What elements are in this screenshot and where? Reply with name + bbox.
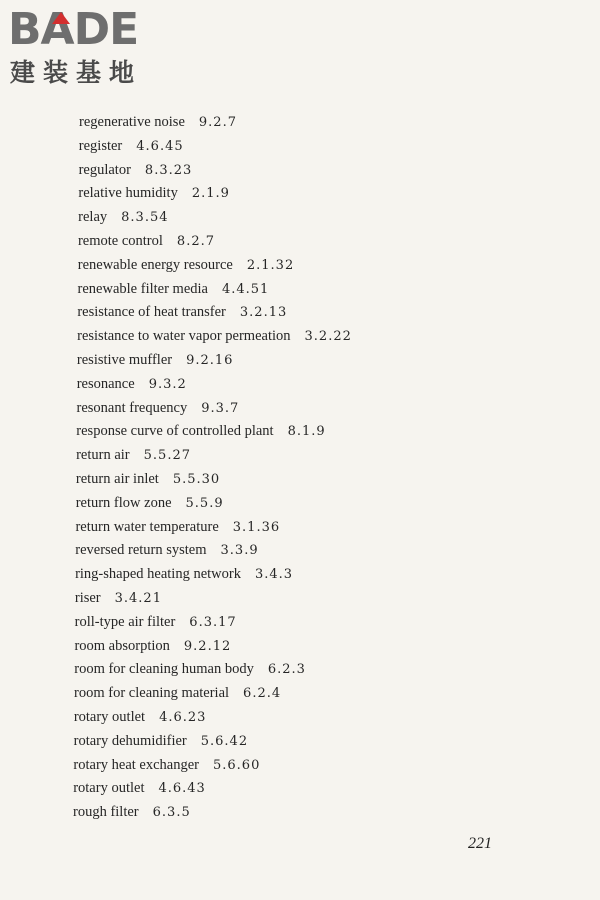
index-entry: [73, 802, 191, 823]
index-term: relay: [78, 209, 108, 226]
index-reference: 5.5.27: [143, 448, 191, 464]
logo-accent-icon: [52, 12, 70, 24]
index-term: rotary outlet: [73, 709, 146, 725]
index-reference: 2.1.32: [246, 257, 295, 273]
index-term: rotary heat exchanger: [73, 756, 199, 773]
index-entry: [77, 302, 287, 323]
index-reference: 8.3.23: [144, 162, 193, 178]
index-reference: 9.3.2: [148, 376, 187, 392]
index-entry: [74, 683, 281, 704]
index-reference: 4.6.23: [159, 710, 207, 725]
bade-logo: [8, 4, 178, 88]
index-entry: [78, 255, 294, 276]
index-term: reversed return system: [75, 542, 207, 559]
index-entry: [78, 231, 215, 252]
logo-wordmark: BADE: [8, 4, 139, 55]
index-reference: 6.3.5: [152, 805, 191, 821]
index-entry: [75, 540, 258, 561]
index-term: return water temperature: [75, 518, 219, 535]
index-reference: 6.2.4: [243, 686, 282, 702]
index-term: renewable energy resource: [77, 256, 233, 273]
index-term: return air: [76, 447, 130, 464]
index-term: rough filter: [73, 804, 139, 821]
index-term: resistance to water vapor permeation: [77, 328, 291, 345]
index-entry: [74, 707, 207, 728]
index-term: regenerative noise: [79, 114, 185, 130]
page-number: 221: [468, 835, 492, 852]
index-entry: [74, 636, 231, 657]
index-reference: 9.2.16: [186, 353, 234, 368]
index-reference: 5.5.9: [185, 495, 224, 511]
index-entry: [76, 469, 220, 490]
index-entry: [77, 326, 352, 347]
index-entry: [75, 517, 280, 538]
index-term: return flow zone: [75, 494, 172, 511]
index-entry: [75, 612, 237, 633]
index-reference: 3.3.9: [220, 543, 259, 559]
index-term: resistive muffler: [76, 352, 173, 368]
index-entry: [73, 778, 206, 799]
index-reference: 3.2.13: [239, 305, 288, 321]
index-reference: 6.2.3: [267, 662, 306, 678]
index-term: resistance of heat transfer: [77, 304, 226, 321]
index-entry: [75, 588, 162, 609]
index-term: rotary dehumidifier: [73, 732, 187, 749]
index-reference: 4.4.51: [221, 281, 270, 297]
index-reference: 9.3.7: [201, 400, 240, 416]
index-reference: 9.2.7: [198, 115, 237, 130]
index-entry: [76, 493, 224, 514]
index-reference: 6.3.17: [189, 614, 237, 630]
index-reference: 4.6.43: [158, 781, 206, 797]
index-entry: [79, 160, 193, 181]
index-entry: [76, 445, 191, 466]
index-entry: [79, 112, 237, 133]
index-term: roll-type air filter: [74, 613, 176, 630]
index-term: room absorption: [74, 637, 170, 654]
index-term: rotary outlet: [73, 780, 145, 797]
index-entry: [77, 374, 187, 395]
index-entry: [76, 421, 325, 442]
index-reference: 9.2.12: [183, 638, 232, 654]
index-entry: [74, 659, 306, 680]
index-reference: 4.6.45: [136, 138, 184, 154]
index-entry: [74, 731, 249, 752]
logo-subtitle: 建装基地: [10, 58, 143, 87]
index-entry-list: [0, 108, 600, 828]
index-reference: 5.6.60: [213, 757, 261, 773]
index-term: response curve of controlled plant: [76, 423, 274, 440]
index-reference: 2.1.9: [191, 186, 230, 202]
index-term: register: [78, 137, 123, 154]
index-reference: 3.2.22: [304, 329, 352, 345]
index-term: riser: [74, 590, 101, 606]
index-reference: 3.4.21: [114, 591, 162, 606]
index-entry: [79, 136, 184, 157]
index-entry: [78, 183, 230, 204]
index-reference: 8.1.9: [287, 424, 326, 440]
index-term: renewable filter media: [77, 280, 208, 297]
index-entry: [78, 279, 270, 300]
index-reference: 3.1.36: [232, 519, 281, 535]
index-term: resonant frequency: [76, 399, 188, 416]
index-reference: 5.5.30: [172, 472, 221, 487]
index-entry: [73, 755, 260, 776]
index-entry: [78, 207, 168, 228]
index-reference: 3.4.3: [254, 567, 294, 583]
index-reference: 8.2.7: [176, 234, 215, 249]
index-term: room for cleaning human body: [74, 661, 254, 678]
index-term: relative humidity: [78, 185, 178, 202]
index-entry: [77, 350, 234, 371]
index-entry: [77, 398, 240, 419]
index-term: room for cleaning material: [74, 685, 230, 702]
index-reference: 8.3.54: [121, 210, 169, 226]
index-term: ring-shaped heating network: [75, 566, 241, 583]
index-term: resonance: [76, 375, 135, 392]
index-reference: 5.6.42: [200, 733, 249, 749]
index-term: return air inlet: [75, 471, 159, 487]
index-term: remote control: [77, 233, 163, 249]
index-term: regulator: [78, 161, 131, 178]
index-entry: [75, 564, 293, 585]
